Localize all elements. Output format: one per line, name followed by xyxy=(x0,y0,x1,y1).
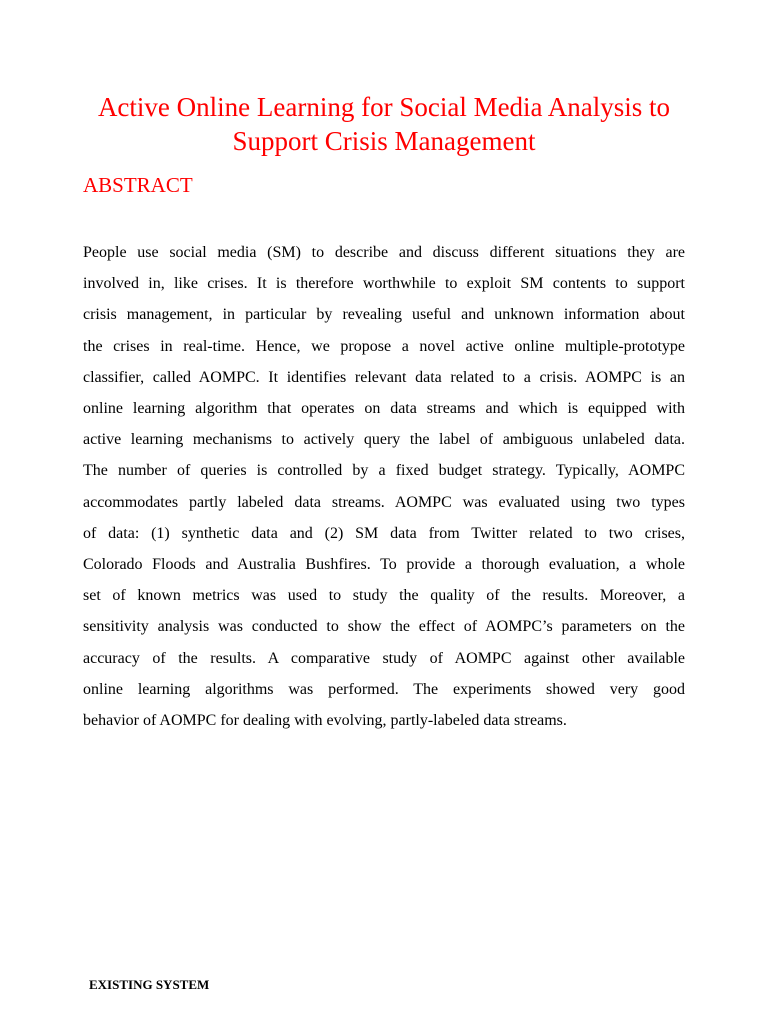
abstract-line: involved in, like crises. It is therefore worthwhile to exploit SM contents to support xyxy=(83,275,685,293)
abstract-paragraph xyxy=(83,237,685,736)
abstract-line: active learning mechanisms to actively query the label of ambiguous unlabeled data. xyxy=(83,431,685,449)
abstract-line: accuracy of the results. A comparative study of AOMPC against other available xyxy=(83,649,685,667)
abstract-line: The number of queries is controlled by a fixed budget strategy. Typically, AOMPC xyxy=(83,462,685,480)
abstract-line: online learning algorithm that operates on data streams and which is equipped with xyxy=(83,400,685,418)
abstract-line: People use social media (SM) to describe and discuss different situations they are xyxy=(83,244,685,261)
abstract-line: crisis management, in particular by revealing useful and unknown information about xyxy=(83,306,685,324)
abstract-heading: ABSTRACT xyxy=(83,173,193,197)
document-title xyxy=(40,90,728,158)
abstract-line: online learning algorithms was performed. The experiments showed very good xyxy=(83,680,685,698)
existing-system-heading: EXISTING SYSTEM xyxy=(89,977,210,992)
abstract-line: behavior of AOMPC for dealing with evolving, partly-labeled data streams. xyxy=(83,712,567,730)
title-line: Active Online Learning for Social Media Analysis to xyxy=(97,92,671,122)
title-line: Support Crisis Management xyxy=(232,126,536,156)
abstract-line: set of known metrics was used to study the quality of the results. Moreover, a xyxy=(83,587,685,605)
abstract-line: sensitivity analysis was conducted to show the effect of AOMPC’s parameters on the xyxy=(83,618,685,636)
abstract-line: classifier, called AOMPC. It identifies relevant data related to a crisis. AOMPC is an xyxy=(83,368,685,386)
abstract-line: Colorado Floods and Australia Bushfires. To provide a thorough evaluation, a whole xyxy=(83,556,685,574)
abstract-line: accommodates partly labeled data streams. AOMPC was evaluated using two types xyxy=(83,493,685,511)
abstract-line: of data: (1) synthetic data and (2) SM data from Twitter related to two crises, xyxy=(83,524,685,542)
abstract-line: the crises in real-time. Hence, we propose a novel active online multiple-prototype xyxy=(83,337,685,355)
